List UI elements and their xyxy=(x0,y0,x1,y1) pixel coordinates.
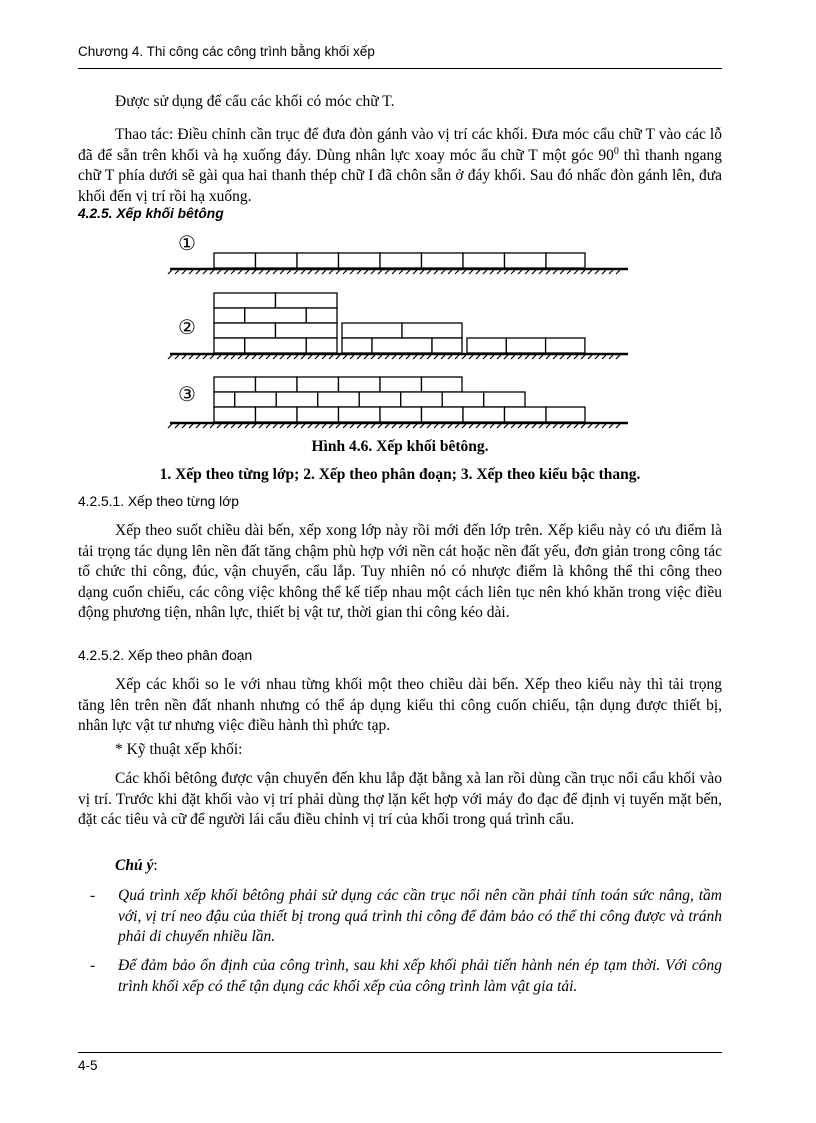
block-layer xyxy=(339,253,381,268)
note-title: Chú ý: xyxy=(115,857,158,874)
block-segment xyxy=(214,308,245,323)
block-segment xyxy=(276,323,338,338)
block-stepped xyxy=(359,392,401,407)
paragraph-layer-stacking: Xếp theo suốt chiều dài bến, xếp xong lớp này rồi mới đến lớp trên. Xếp kiểu này có ưu điểm là tải trọng tác dụng lên nền đất tăng chậm phù hợp với nền cát hoặc nền đất yếu, đơn giản trong công tác tổ chức thi công, đúc, vận chuyển, cẩu lắp. Tuy nhiên nó có nhược điểm là không thể thi công theo dạng cuốn chiếu, các công việc không thể kế tiếp nhau một cách liên tục nên khó khăn trong việc điều động phương tiện, nhân lực, thiết bị vật tư, thời gian thi công kéo dài. xyxy=(78,522,722,621)
block-stepped xyxy=(380,407,422,422)
block-segment xyxy=(372,338,432,353)
section-heading-4-2-5: 4.2.5. Xếp khối bêtông xyxy=(78,206,224,221)
figure-subcaption: 1. Xếp theo từng lớp; 2. Xếp theo phân đoạn; 3. Xếp theo kiểu bậc thang. xyxy=(159,466,641,483)
block-segment xyxy=(276,293,338,308)
paragraph-operation: Thao tác: Điều chỉnh cần trục để đưa đòn gánh vào vị trí các khối. Đưa móc cẩu chữ T vào các lỗ đã để sẵn trên khối và hạ xuống đáy. Dùng nhân lực xoay móc ẩu chữ T một góc $90^0$ thì thanh ngang chữ T phía dưới sẽ gài qua hai thanh thép chữ I đã chôn sẵn ở đáy khối. Sau đó nhấc đòn gánh lên, đưa khối đến vị trí rồi hạ xuống. xyxy=(78,126,722,205)
figure-label-3: ③ xyxy=(178,382,196,406)
paragraph-segment-stacking: Xếp các khối so le với nhau từng khối một theo chiều dài bến. Xếp theo kiểu này thì tải trọng tăng lên trên nền đất nhanh nhưng có thể áp dụng kiểu thi công cuốn chiếu, tận dụng được thiết bị, nhân lực vật tư nhưng việc điều hành thì phức tạp. xyxy=(78,676,722,734)
figure-label-1: ① xyxy=(178,231,196,255)
page-header: Chương 4. Thi công các công trình bằng khối xếp xyxy=(78,44,375,59)
footer-rule xyxy=(78,1052,722,1053)
block-stepped xyxy=(380,377,422,392)
block-stepped xyxy=(256,377,298,392)
block-segment xyxy=(245,308,307,323)
ground-line-3 xyxy=(168,423,628,428)
note-item-1: - Quá trình xếp khối bêtông phải sử dụng các cần trục nổi nên cần phải tính toán sức nâng, tầm với, vị trí neo đậu của thiết bị trong quá trình thi công để đảm bảo có thể thi công được và tránh phải di chuyển nhiều lần. xyxy=(90,887,722,945)
note-item-2: - Để đảm bảo ổn định của công trình, sau khi xếp khối phải tiến hành nén ép tạm thời. Với công trình khối xếp có thể tận dụng các khối xếp của công trình làm vật gia tải. xyxy=(90,957,722,995)
block-stepped xyxy=(463,407,505,422)
block-segment xyxy=(342,338,372,353)
block-stepped xyxy=(235,392,277,407)
block-layer xyxy=(297,253,339,268)
block-stepped xyxy=(256,407,298,422)
block-segment xyxy=(402,323,462,338)
block-stacking-figure xyxy=(0,0,816,440)
block-segment xyxy=(214,293,276,308)
paragraph-intro: Được sử dụng để cẩu các khối có móc chữ T. xyxy=(115,93,395,110)
figure-blocks xyxy=(214,253,585,422)
block-stepped xyxy=(401,392,443,407)
block-segment xyxy=(467,338,506,353)
block-layer xyxy=(214,253,256,268)
section-heading-4-2-5-1: 4.2.5.1. Xếp theo từng lớp xyxy=(78,494,239,509)
figure-caption: Hình 4.6. Xếp khối bêtông. xyxy=(311,438,489,455)
block-layer xyxy=(546,253,585,268)
block-segment xyxy=(342,323,402,338)
block-segment xyxy=(506,338,545,353)
block-segment xyxy=(546,338,585,353)
block-stepped xyxy=(422,377,463,392)
block-segment xyxy=(214,338,245,353)
ground-line-2 xyxy=(168,354,628,359)
block-segment xyxy=(306,308,337,323)
block-segment xyxy=(214,323,276,338)
block-stepped xyxy=(276,392,318,407)
note-dash: - xyxy=(90,887,96,904)
block-stepped xyxy=(214,392,235,407)
block-stepped xyxy=(214,377,256,392)
block-stepped xyxy=(339,407,381,422)
block-segment xyxy=(245,338,307,353)
block-segment xyxy=(432,338,462,353)
block-segment xyxy=(306,338,337,353)
block-layer xyxy=(256,253,298,268)
paragraph-technique: Các khối bêtông được vận chuyển đến khu lắp đặt bằng xà lan rồi dùng cần trục nổi cẩu khối vào vị trí. Trước khi đặt khối vào vị trí phải dùng thợ lặn kết hợp với máy đo đạc để định vị tuyến mặt bến, đặt các tiêu và cữ để người lái cẩu điều chỉnh vị trí của khối trong quá trình cẩu. xyxy=(78,770,722,828)
block-layer xyxy=(422,253,464,268)
block-stepped xyxy=(505,407,547,422)
figure-label-2: ② xyxy=(178,315,196,339)
block-stepped xyxy=(422,407,464,422)
block-stepped xyxy=(546,407,585,422)
block-stepped xyxy=(297,407,339,422)
block-stepped xyxy=(318,392,360,407)
paragraph-technique-heading: * Kỹ thuật xếp khối: xyxy=(115,741,243,758)
block-stepped xyxy=(442,392,484,407)
ground-line-1 xyxy=(168,269,628,274)
block-layer xyxy=(505,253,547,268)
page-number: 4-5 xyxy=(78,1058,98,1073)
block-stepped xyxy=(484,392,525,407)
block-layer xyxy=(463,253,505,268)
block-stepped xyxy=(297,377,339,392)
block-stepped xyxy=(214,407,256,422)
note-dash: - xyxy=(90,957,96,974)
block-stepped xyxy=(339,377,381,392)
section-heading-4-2-5-2: 4.2.5.2. Xếp theo phân đoạn xyxy=(78,648,253,663)
block-layer xyxy=(380,253,422,268)
